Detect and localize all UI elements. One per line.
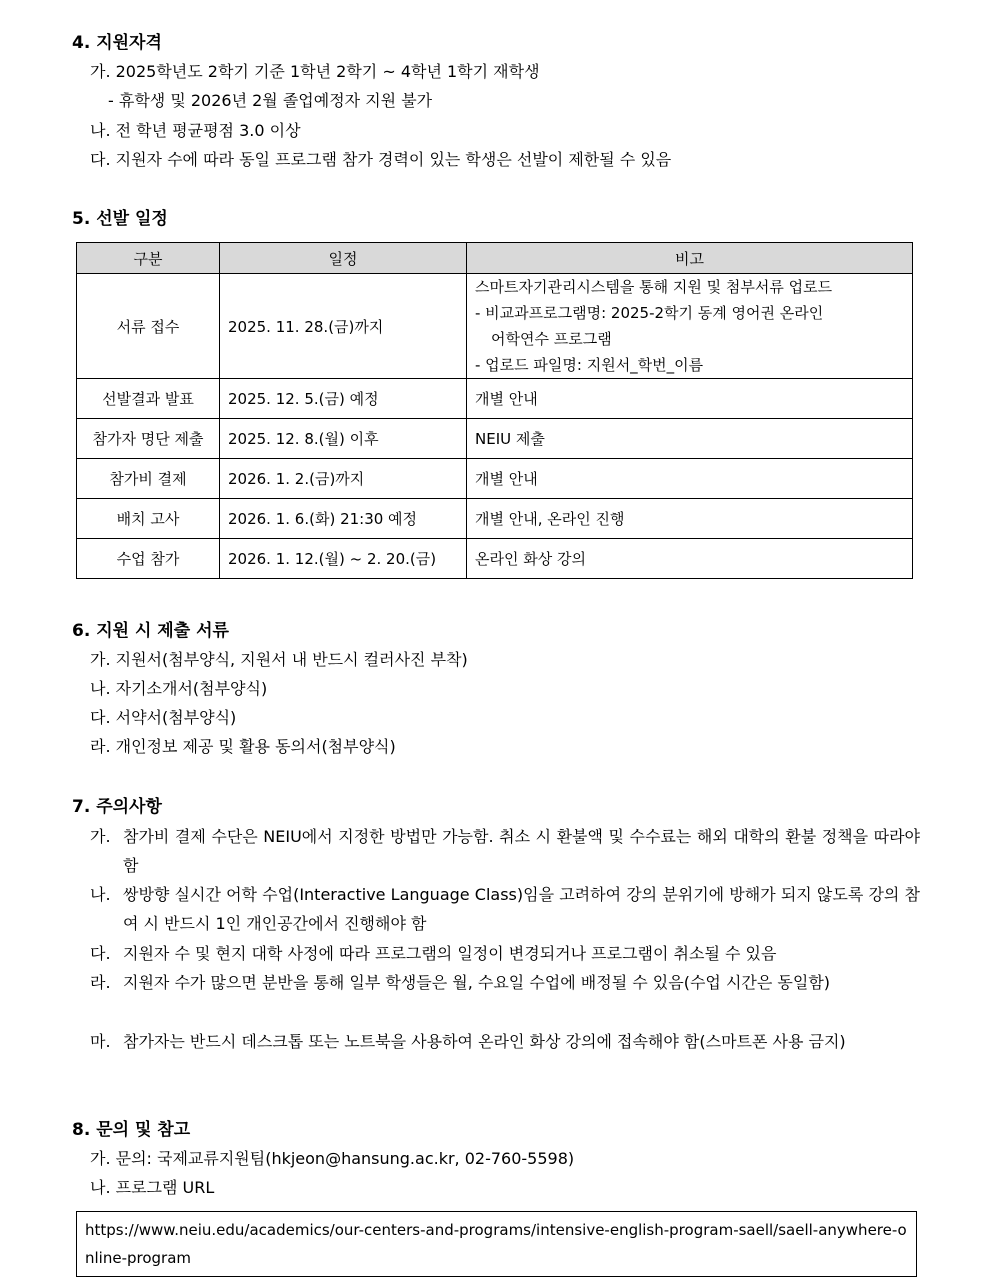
program-url-box[interactable]: [76, 1211, 917, 1277]
row-date: 2025. 12. 8.(월) 이후: [220, 419, 467, 459]
row-date: 2025. 11. 28.(금)까지: [220, 274, 467, 379]
section-7-item-b: [90, 880, 920, 938]
note-line: 스마트자기관리시스템을 통해 지원 및 첨부서류 업로드: [475, 278, 833, 296]
item-marker: 라.: [90, 973, 111, 992]
row-note: 개별 안내: [467, 379, 913, 419]
section-7-item-d: [90, 968, 920, 997]
item-text: 참가자는 반드시 데스크톱 또는 노트북을 사용하여 온라인 화상 강의에 접속해야 함(스마트폰 사용 금지): [123, 1032, 846, 1051]
row-category: 선발결과 발표: [77, 379, 220, 419]
row-date: 2025. 12. 5.(금) 예정: [220, 379, 467, 419]
row-category: 서류 접수: [77, 274, 220, 379]
row-category: 참가비 결제: [77, 459, 220, 499]
row-note: NEIU 제출: [467, 419, 913, 459]
section-7-item-c: [90, 939, 920, 968]
section-6-item-b: 나. 자기소개서(첨부양식): [90, 679, 268, 698]
row-note: 온라인 화상 강의: [467, 539, 913, 579]
contact-line: 가. 문의: 국제교류지원팀(hkjeon@hansung.ac.kr, 02-760-5598): [90, 1149, 575, 1168]
item-marker: 다.: [90, 944, 111, 963]
section-4-item-a-sub: - 휴학생 및 2026년 2월 졸업예정자 지원 불가: [108, 91, 433, 110]
section-5-title: 5. 선발 일정: [72, 209, 168, 229]
item-marker: 나.: [90, 885, 111, 904]
table-row: [77, 499, 913, 539]
table-header-date: 일정: [220, 243, 467, 274]
item-marker: 마.: [90, 1032, 111, 1051]
section-4-item-a: 가. 2025학년도 2학기 기준 1학년 2학기 ~ 4학년 1학기 재학생: [90, 62, 540, 81]
item-text: 쌍방향 실시간 어학 수업(Interactive Language Class)임을 고려하여 강의 분위기에 방해가 되지 않도록 강의 참여 시 반드시 1인 개인공간에서 진행해야 함: [123, 885, 920, 933]
section-7-item-e: [90, 1027, 920, 1056]
table-row: [77, 379, 913, 419]
item-text: 지원자 수가 많으면 분반을 통해 일부 학생들은 월, 수요일 수업에 배정될 수 있음(수업 시간은 동일함): [123, 973, 831, 992]
row-date: 2026. 1. 12.(월) ~ 2. 20.(금): [220, 539, 467, 579]
section-6-item-a: 가. 지원서(첨부양식, 지원서 내 반드시 컬러사진 부착): [90, 650, 468, 669]
schedule-table: [76, 242, 913, 579]
section-6-item-c: 다. 서약서(첨부양식): [90, 708, 237, 727]
row-note: 개별 안내, 온라인 진행: [467, 499, 913, 539]
program-url-link[interactable]: https://www.neiu.edu/academics/our-centers-and-programs/intensive-english-program-saell/saell-anywhere-online-program: [85, 1221, 907, 1267]
row-date: 2026. 1. 6.(화) 21:30 예정: [220, 499, 467, 539]
row-note: 개별 안내: [467, 459, 913, 499]
row-category: 수업 참가: [77, 539, 220, 579]
note-line: - 업로드 파일명: 지원서_학번_이름: [475, 356, 704, 374]
note-line: 어학연수 프로그램: [491, 330, 612, 348]
program-url-label: 나. 프로그램 URL: [90, 1178, 215, 1197]
section-6-item-d: 라. 개인정보 제공 및 활용 동의서(첨부양식): [90, 737, 396, 756]
item-text: 지원자 수 및 현지 대학 사정에 따라 프로그램의 일정이 변경되거나 프로그램이 취소될 수 있음: [123, 944, 777, 963]
section-8-title: 8. 문의 및 참고: [72, 1120, 191, 1140]
item-text: 참가비 결제 수단은 NEIU에서 지정한 방법만 가능함. 취소 시 환불액 및 수수료는 해외 대학의 환불 정책을 따라야 함: [123, 827, 920, 875]
row-category: 참가자 명단 제출: [77, 419, 220, 459]
section-7-item-a: [90, 822, 920, 880]
section-4-title: 4. 지원자격: [72, 33, 162, 53]
row-note: [467, 274, 913, 379]
table-row: [77, 459, 913, 499]
table-row: [77, 419, 913, 459]
item-marker: 가.: [90, 827, 111, 846]
row-date: 2026. 1. 2.(금)까지: [220, 459, 467, 499]
table-row: [77, 274, 913, 379]
table-header-note: 비고: [467, 243, 913, 274]
table-row: [77, 539, 913, 579]
section-4-item-b: 나. 전 학년 평균평점 3.0 이상: [90, 121, 301, 140]
section-4-item-c: 다. 지원자 수에 따라 동일 프로그램 참가 경력이 있는 학생은 선발이 제한될 수 있음: [90, 150, 672, 169]
section-6-title: 6. 지원 시 제출 서류: [72, 621, 229, 641]
note-line: - 비교과프로그램명: 2025-2학기 동계 영어권 온라인: [475, 304, 824, 322]
row-category: 배치 고사: [77, 499, 220, 539]
section-7-title: 7. 주의사항: [72, 797, 162, 817]
table-header-category: 구분: [77, 243, 220, 274]
